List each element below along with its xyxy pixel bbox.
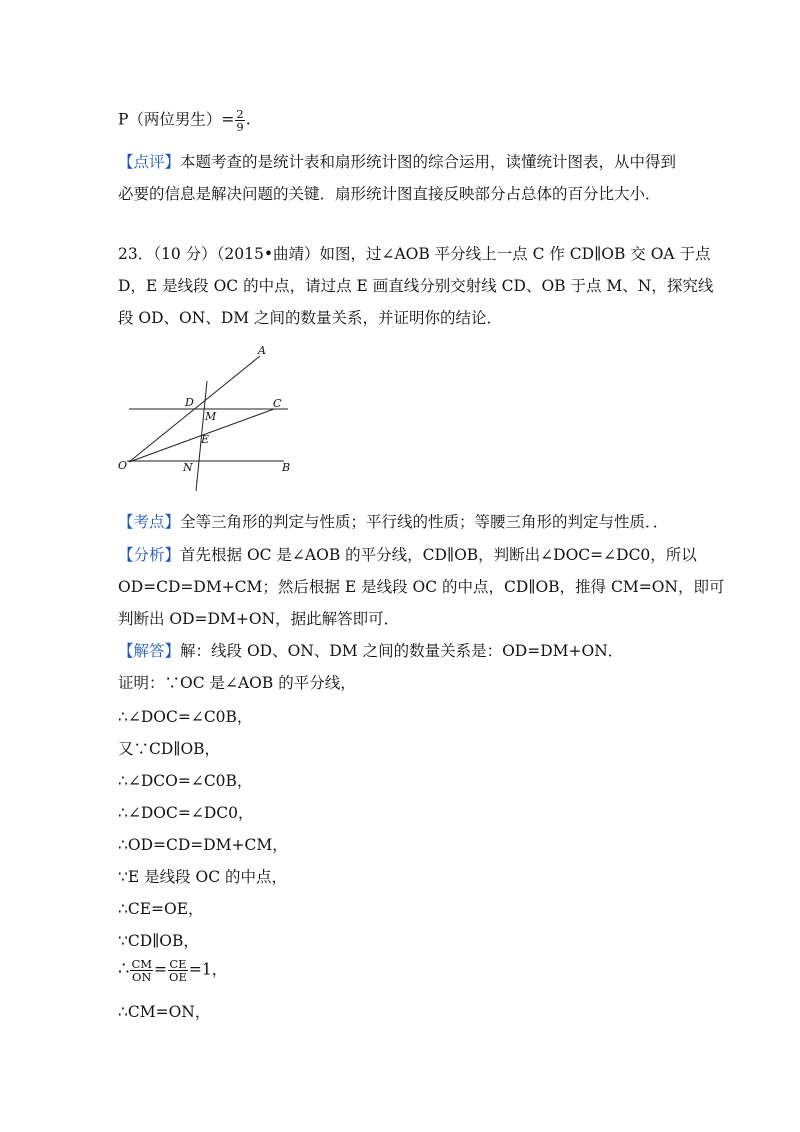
proof-line-8: ∴CE=OE， bbox=[118, 900, 204, 918]
equals-sign: = bbox=[154, 960, 168, 979]
probability-suffix: . bbox=[245, 110, 251, 129]
fenxi-tag: 【分析】 bbox=[118, 546, 181, 564]
fraction-denominator: 9 bbox=[236, 120, 244, 134]
kaodian-tag: 【考点】 bbox=[118, 513, 181, 531]
question-line-2: D，E 是线段 OC 的中点，请过点 E 画直线分别交射线 CD、OB 于点 M、N，探究线 bbox=[118, 277, 714, 295]
probability-fraction bbox=[235, 108, 244, 133]
kaodian-line bbox=[118, 512, 668, 532]
label-m: M bbox=[205, 410, 217, 423]
label-n: N bbox=[183, 461, 193, 474]
fraction-numerator: 2 bbox=[236, 107, 244, 121]
proof-line-11: ∴CM=ON， bbox=[118, 1003, 211, 1021]
label-a: A bbox=[258, 344, 266, 357]
question-line-1: 23．（10 分）（2015•曲靖）如图，过∠AOB 平分线上一点 C 作 CD∥OB 交 OA 于点 bbox=[118, 245, 711, 263]
label-c: C bbox=[273, 397, 282, 410]
fenxi-text-1: 首先根据 OC 是∠AOB 的平分线，CD∥OB，判断出∠DOC=∠DC0，所以 bbox=[180, 546, 697, 564]
ratio-ce-oe bbox=[168, 958, 188, 983]
jieda-text: 解：线段 OD、ON、DM 之间的数量关系是：OD=DM+ON． bbox=[180, 642, 624, 660]
fenxi-line-3: 判断出 OD=DM+ON，据此解答即可． bbox=[118, 610, 400, 628]
proof-line-3: 又∵CD∥OB， bbox=[118, 740, 221, 758]
ratio-result: =1， bbox=[188, 960, 228, 979]
label-o: O bbox=[118, 459, 128, 472]
proof-line-1: 证明：∵OC 是∠AOB 的平分线， bbox=[118, 674, 356, 692]
proof-line-4: ∴∠DCO=∠C0B， bbox=[118, 772, 253, 790]
proof-line-5: ∴∠DOC=∠DC0， bbox=[118, 804, 254, 822]
proof-line-6: ∴OD=CD=DM+CM， bbox=[118, 836, 288, 854]
ratio-cm-on bbox=[130, 958, 153, 983]
label-d: D bbox=[185, 396, 194, 409]
geometry-figure bbox=[112, 338, 312, 498]
review-text-1: 本题考查的是统计表和扇形统计图的综合运用，读懂统计图表，从中得到 bbox=[180, 153, 677, 171]
fenxi-line-2: OD=CD=DM+CM；然后根据 E 是线段 OC 的中点，CD∥OB，推得 CM=ON，即可 bbox=[118, 578, 725, 596]
jieda-line bbox=[118, 641, 623, 661]
proof-line-7: ∵E 是线段 OC 的中点， bbox=[118, 868, 288, 886]
probability-line bbox=[118, 108, 251, 133]
question-line-3: 段 OD、ON、DM 之间的数量关系，并证明你的结论． bbox=[118, 309, 503, 327]
ratio-numerator-cm: CM bbox=[131, 957, 153, 971]
ratio-denominator-on: ON bbox=[131, 970, 152, 984]
label-e: E bbox=[201, 433, 210, 446]
jieda-tag: 【解答】 bbox=[118, 642, 181, 660]
ratio-denominator-oe: OE bbox=[169, 970, 187, 984]
review-tag: 【点评】 bbox=[118, 153, 181, 171]
proof-line-2: ∴∠DOC=∠C0B， bbox=[118, 708, 253, 726]
therefore-symbol: ∴ bbox=[118, 958, 130, 980]
fenxi-line-1 bbox=[118, 545, 697, 565]
proof-line-10 bbox=[118, 958, 227, 983]
label-b: B bbox=[282, 461, 291, 474]
probability-prefix: P（两位男生）= bbox=[118, 110, 235, 129]
review-line-1 bbox=[118, 152, 676, 172]
proof-line-9: ∵CD∥OB， bbox=[118, 932, 199, 950]
ratio-numerator-ce: CE bbox=[169, 957, 187, 971]
kaodian-text: 全等三角形的判定与性质；平行线的性质；等腰三角形的判定与性质．． bbox=[180, 513, 669, 531]
review-line-2: 必要的信息是解决问题的关键．扇形统计图直接反映部分占总体的百分比大小． bbox=[118, 185, 661, 203]
